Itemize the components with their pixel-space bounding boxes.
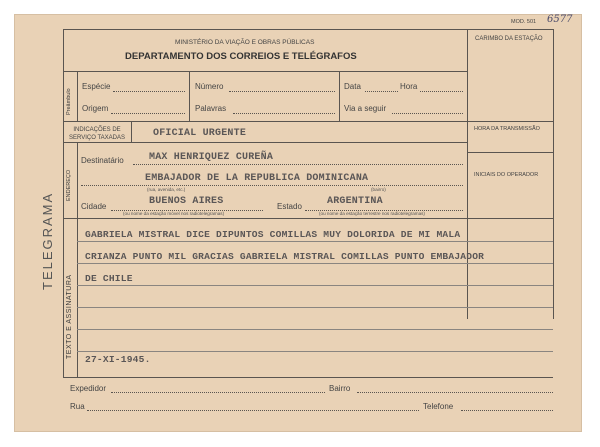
transmission-time-label: HORA DA TRANSMISSÃO	[474, 126, 540, 132]
telefone-label: Telefone	[423, 402, 454, 411]
data-label: Data	[344, 82, 361, 91]
estado-label: Estado	[277, 202, 302, 211]
service-top-line	[63, 121, 553, 122]
side-title: TELEGRAMA	[40, 191, 55, 290]
cidade-hint: (ou nome da estação móvel nos radiotelegramas)	[123, 211, 225, 216]
body-line-2: CRIANZA PUNTO MIL GRACIAS GABRIELA MISTRAL COMILLAS PUNTO EMBAJADOR	[85, 251, 485, 262]
preamble-side-label: Preâmbulo	[66, 88, 72, 115]
expedidor-field	[111, 392, 325, 393]
body-rule-2	[77, 263, 553, 264]
model-number: MOD. 501	[511, 19, 537, 25]
estado-hint: (ou nome da estação terrestre nos radiotelegramas)	[319, 211, 425, 216]
frame-top	[63, 29, 553, 30]
origem-label: Origem	[82, 104, 109, 113]
hora-label: Hora	[400, 82, 418, 91]
operator-label: INICIAIS DO OPERADOR	[474, 172, 539, 178]
telegram-form	[14, 14, 582, 432]
body-date: 27-XI-1945.	[85, 354, 151, 365]
bairro-hint: (bairro)	[371, 187, 386, 192]
palavras-field	[233, 113, 335, 114]
numero-field	[229, 91, 335, 92]
body-rule-6	[77, 351, 553, 352]
via-field	[392, 113, 463, 114]
via-label: Via a seguir	[344, 104, 387, 113]
body-rule-1	[77, 241, 553, 242]
expedidor-label: Expedidor	[70, 384, 107, 393]
body-right-top	[467, 218, 553, 219]
service-bottom-line	[63, 142, 467, 143]
rua-field	[87, 410, 419, 411]
address-side-label: ENDEREÇO	[66, 169, 72, 201]
hora-field	[420, 91, 463, 92]
body-rule-4	[77, 307, 553, 308]
origem-field	[111, 113, 185, 114]
data-field	[365, 91, 398, 92]
bairro-field	[357, 392, 553, 393]
frame-left	[63, 29, 64, 378]
frame-right	[553, 29, 554, 319]
frame-bottom	[63, 377, 553, 378]
stamp-column-divider	[467, 29, 468, 319]
palavras-label: Palavras	[195, 104, 227, 113]
street-hint: (rua, avenida, etc.)	[147, 187, 186, 192]
destinatario-label: Destinatário	[81, 156, 124, 165]
ministry-title: MINISTÉRIO DA VIAÇÃO E OBRAS PÚBLICAS	[175, 39, 315, 46]
cidade-label: Cidade	[81, 202, 107, 211]
preamble-side-divider	[77, 71, 78, 121]
handwritten-number: 6577	[547, 14, 573, 25]
preamble-divider-1	[189, 71, 190, 121]
preamble-divider-2	[339, 71, 340, 121]
rua-label: Rua	[70, 402, 85, 411]
preamble-top-line	[63, 71, 467, 72]
street-value: EMBAJADOR DE LA REPUBLICA DOMINICANA	[145, 173, 369, 184]
transmission-divider	[467, 152, 553, 153]
body-side-label: TEXTO E ASSINATURA	[66, 274, 73, 359]
especie-label: Espécie	[82, 82, 111, 91]
cidade-value: BUENOS AIRES	[149, 196, 224, 207]
service-label: INDICAÇÕES DE SERVIÇO TAXADAS	[68, 127, 126, 141]
destinatario-field	[133, 164, 463, 165]
body-rule-3	[77, 285, 553, 286]
service-value: OFICIAL URGENTE	[153, 128, 247, 139]
body-line-3: DE CHILE	[85, 273, 133, 284]
especie-field	[113, 91, 185, 92]
station-stamp-label: CARIMBO DA ESTAÇÃO	[475, 36, 543, 42]
department-title: DEPARTAMENTO DOS CORREIOS E TELÉGRAFOS	[125, 51, 357, 62]
estado-value: ARGENTINA	[327, 196, 383, 207]
numero-label: Número	[195, 82, 224, 91]
body-line-1: GABRIELA MISTRAL DICE DIPUNTOS COMILLAS MUY DOLORIDA DE MI MALA	[85, 229, 461, 240]
service-divider	[131, 121, 132, 143]
telefone-field	[461, 410, 553, 411]
address-bottom-line	[63, 218, 467, 219]
body-rule-5	[77, 329, 553, 330]
address-side-divider	[77, 142, 78, 218]
destinatario-value: MAX HENRIQUEZ CUREÑA	[149, 152, 274, 163]
street-field	[81, 185, 463, 186]
bairro-label: Bairro	[329, 384, 351, 393]
